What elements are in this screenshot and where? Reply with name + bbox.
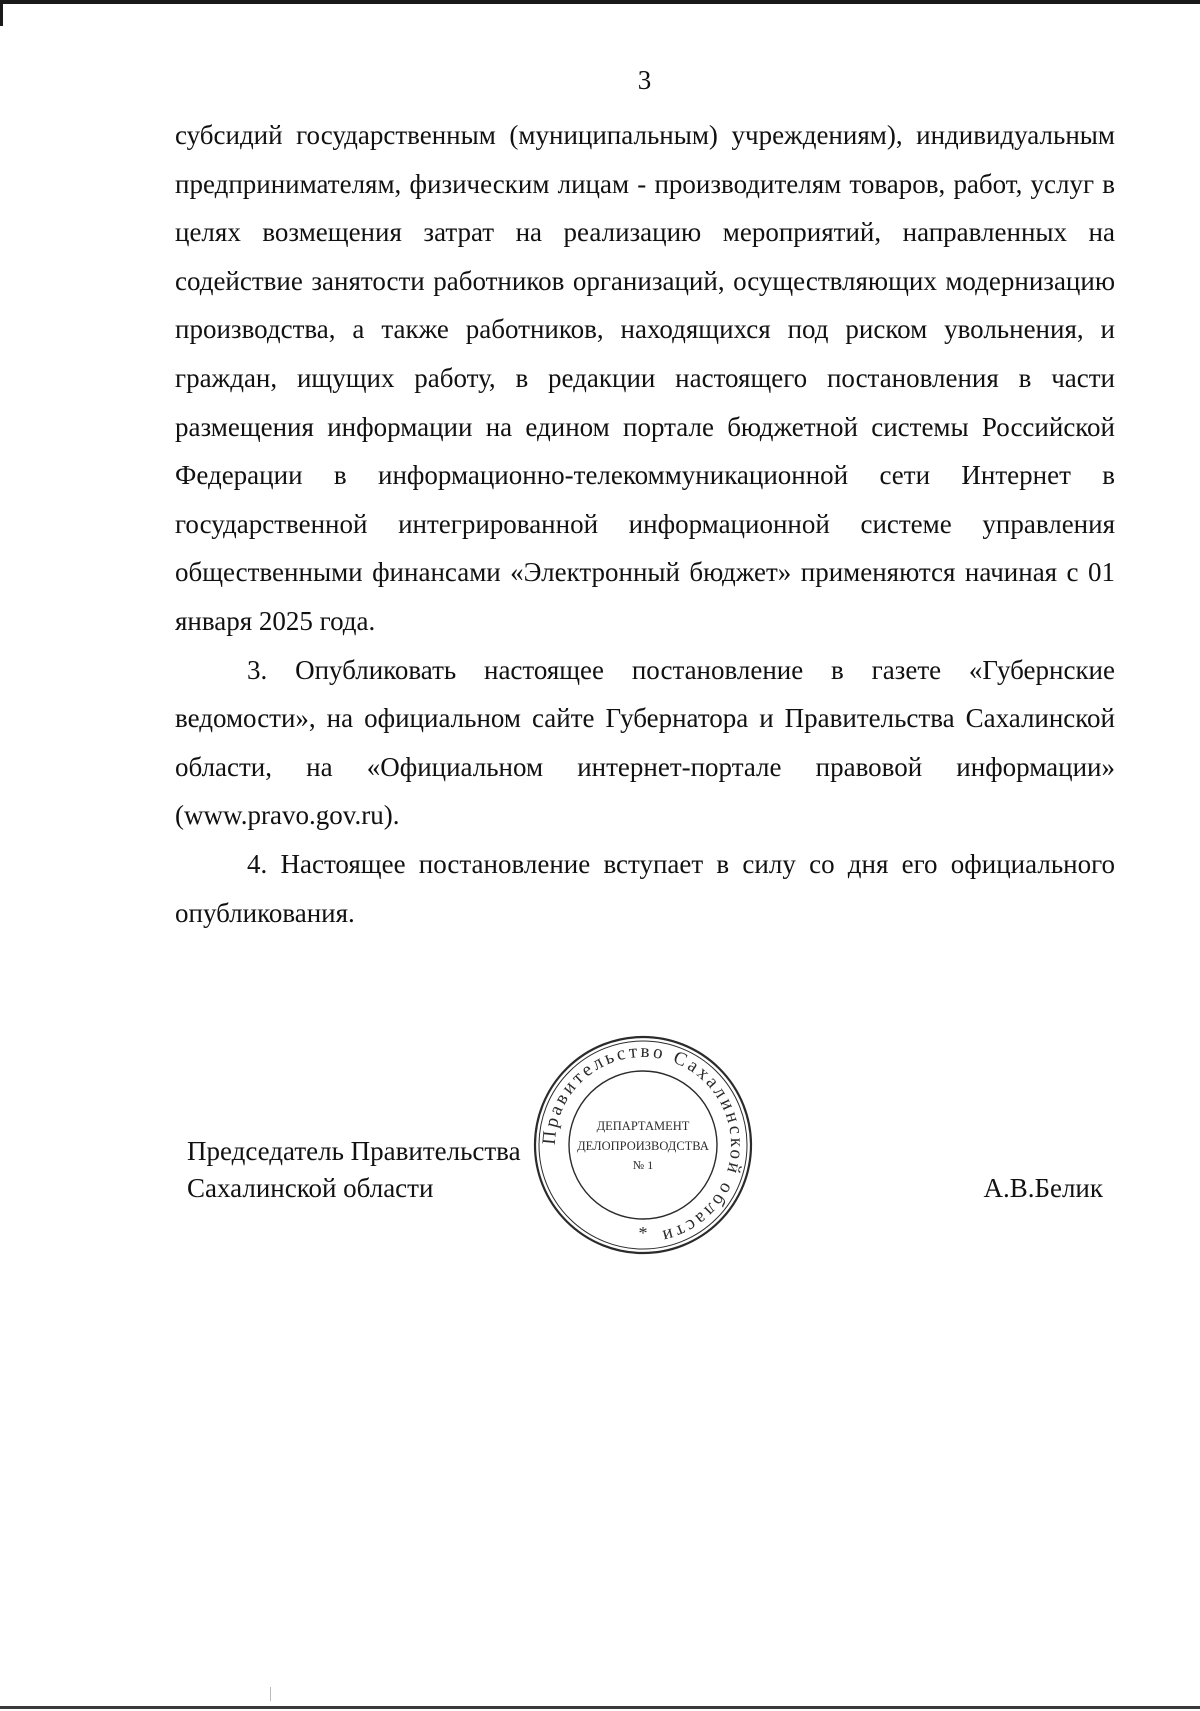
document-body <box>175 111 1115 937</box>
seal-star: * <box>638 1223 648 1243</box>
official-seal-stamp <box>528 1030 758 1260</box>
page-number: 3 <box>637 65 652 95</box>
signatory-position-line1: Председатель Правительства <box>187 1136 521 1166</box>
seal-graphic <box>528 1030 758 1260</box>
seal-outer-text: Правительство Сахалинской области <box>538 1040 748 1248</box>
signatory-position-line2: Сахалинской области <box>187 1173 434 1203</box>
paragraph-continuation: субсидий государственным (муниципальным) учреждениям), индивидуальным предпринимателям, физическим лицам - производителям товаров, работ, услуг в целях возмещения затрат на реализацию мероприятий, направленных на содействие занятости работников организаций, осуществляющих модернизацию производства, а также работников, находящихся под риском увольнения, и граждан, ищущих работу, в редакции настоящего постановления в части размещения информации на едином портале бюджетной системы Российской Федерации в информационно-телекоммуникационной сети Интернет в государственной интегрированной информационной системе управления общественными финансами «Электронный бюджет» применяются начиная с 01 января 2025 года. <box>175 120 1115 636</box>
signatory-name: А.В.Белик <box>983 1173 1103 1203</box>
seal-inner-line2: ДЕЛОПРОИЗВОДСТВА <box>577 1139 709 1153</box>
paragraph-4-effective: 4. Настоящее постановление вступает в силу со дня его официального опубликования. <box>175 848 1115 928</box>
scan-edge-top <box>0 0 1200 4</box>
seal-inner-line3: № 1 <box>632 1158 654 1172</box>
signatory-position <box>187 1133 521 1207</box>
scan-edge-left <box>0 0 3 26</box>
paragraph-3-publish: 3. Опубликовать настоящее постановление в газете «Губернские ведомости», на официальном сайте Губернатора и Правительства Сахалинской области, на «Официальном интернет-портале правовой информации» (www.pravo.gov.ru). <box>175 654 1115 831</box>
scan-edge-bottom <box>0 1706 1200 1709</box>
scan-artifact-mark <box>270 1687 271 1701</box>
seal-inner-line1: ДЕПАРТАМЕНТ <box>596 1119 690 1133</box>
